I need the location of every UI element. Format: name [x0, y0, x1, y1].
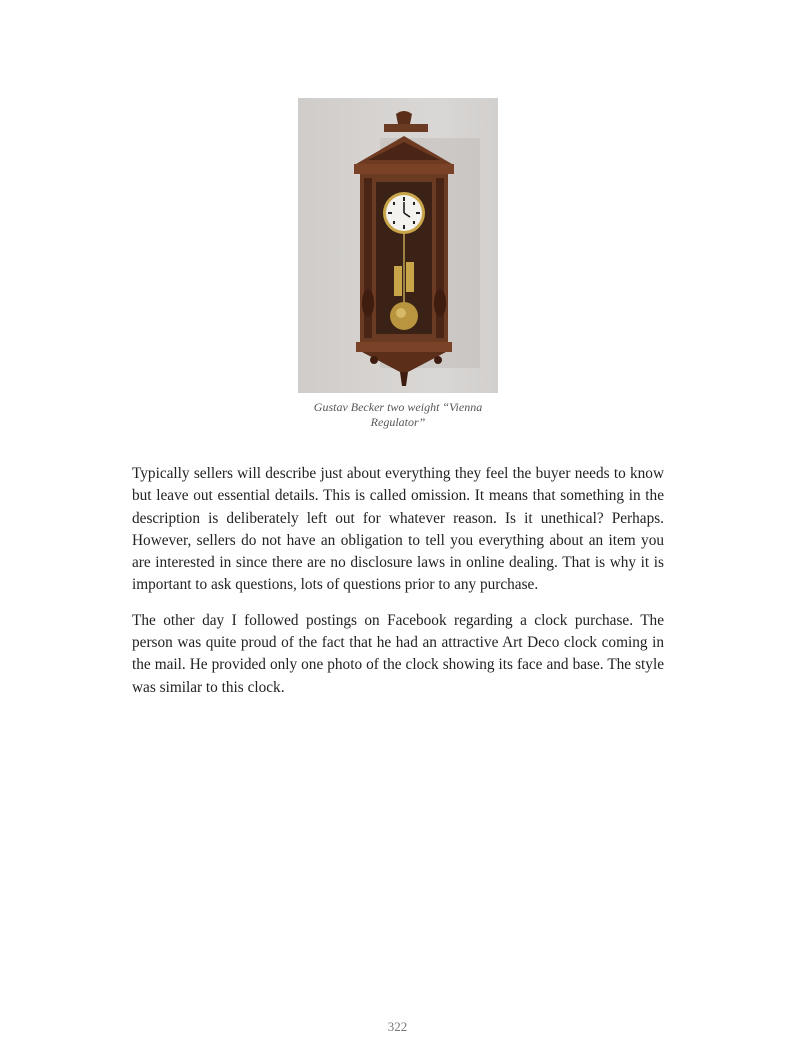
right-column-turning [434, 289, 446, 317]
paragraph: Typically sellers will describe just about everything they feel the buyer needs to know but leave out essential details. This is called omission. It means that something in the description is deliberately left out for whatever reason. Is it unethical? Perhaps. However, sellers do not have an obligation to tell you everything about an item you are interested in since there are no disclosure laws in online dealing. That is why it is important to ask questions, lots of questions prior to any purchase. [132, 465, 664, 594]
right-drop-finial [434, 356, 442, 364]
right-weight [406, 262, 414, 292]
left-weight [394, 266, 402, 296]
clock-illustration [298, 98, 498, 393]
clock-finial-bottom [400, 372, 408, 386]
clock-crest-base [384, 124, 428, 132]
figure-caption: Gustav Becker two weight “Vienna Regulator” [313, 400, 483, 429]
clock-cornice [354, 164, 454, 174]
paragraph: The other day I followed postings on Facebook regarding a clock purchase. The person was quite proud of the fact that he had an attractive Art Deco clock coming in the mail. He provided only one photo of the clock showing its face and base. The style was similar to this clock. [132, 611, 664, 696]
page-number: 322 [387, 1019, 408, 1034]
clock-base-molding [356, 342, 452, 352]
left-drop-finial [370, 356, 378, 364]
left-column-turning [362, 289, 374, 317]
body-text [132, 463, 664, 712]
clock-photo [298, 98, 498, 393]
clock-crest [396, 111, 412, 124]
